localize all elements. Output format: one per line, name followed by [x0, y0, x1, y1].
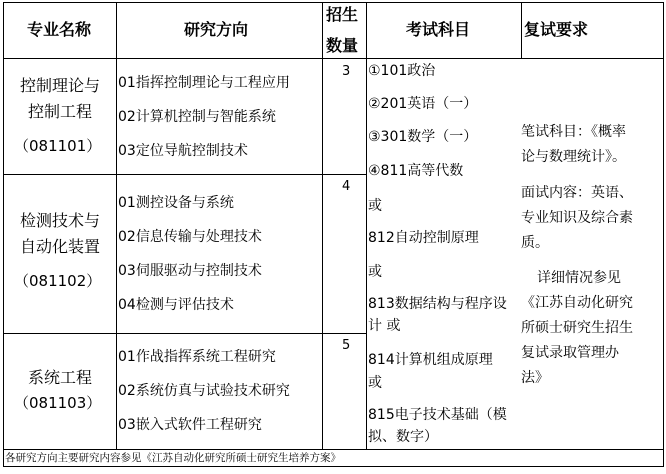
retest-line-3: 面试内容：英语、 [521, 185, 633, 201]
table-bottom-line [3, 449, 664, 450]
major-2-direction-2: 02信息传输与处理技术 [118, 229, 262, 245]
exam-line-8: 813数据结构与程序设 [368, 296, 507, 312]
table-border-left [3, 2, 4, 467]
major-1-direction-2: 02计算机控制与智能系统 [118, 109, 276, 125]
table-border-right [663, 2, 664, 467]
header-retest-requirements: 复试要求 [524, 20, 589, 39]
exam-line-10: 814计算机组成原理 [368, 352, 493, 368]
exam-line-7: 或 [368, 264, 382, 280]
major-2-code: （081102） [14, 272, 102, 290]
footer-note: 各研究方向主要研究内容参见《江苏自动化研究所硕士研究生培养方案》 [5, 452, 341, 464]
exam-line-4: ④811高等代数 [368, 163, 464, 179]
header-exam-subjects: 考试科目 [406, 20, 471, 39]
header-major-name: 专业名称 [27, 20, 92, 39]
exam-line-12: 815电子技术基础（模 [368, 407, 507, 423]
col-line-4 [521, 2, 522, 59]
major-3-direction-2: 02系统仿真与试验技术研究 [118, 383, 290, 399]
retest-line-1: 笔试科目：《概率 [521, 124, 626, 140]
major-2-direction-3: 03伺服驱动与控制技术 [118, 263, 262, 279]
major-3-code: （081103） [14, 394, 102, 412]
major-1-name-line2: 控制工程 [27, 102, 92, 121]
retest-line-6: 详细情况参见 [537, 270, 621, 286]
retest-line-9: 复试录取管理办 [521, 345, 619, 361]
exam-line-3: ③301数学（一） [368, 129, 478, 145]
major-1-direction-3: 03定位导航控制技术 [118, 143, 248, 159]
major-1-direction-1: 01指挥控制理论与工程应用 [118, 75, 290, 91]
col-line-3 [366, 2, 367, 450]
header-bottom-line [3, 58, 664, 59]
major-1-name-line1: 控制理论与 [19, 76, 100, 95]
major-2-name-line1: 检测技术与 [19, 211, 100, 230]
retest-line-2: 论与数理统计》。 [521, 149, 626, 165]
major-3-quota: 5 [342, 338, 351, 353]
header-quota-line2: 数量 [326, 36, 359, 55]
major-3-direction-1: 01作战指挥系统工程研究 [118, 349, 276, 365]
retest-line-7: 《江苏自动化研究 [521, 295, 633, 311]
major-2-direction-4: 04检测与评估技术 [118, 297, 234, 313]
header-quota-line1: 招生 [326, 5, 359, 24]
retest-line-10: 法》 [521, 370, 549, 386]
exam-line-5: 或 [368, 198, 382, 214]
col-line-1 [116, 2, 117, 450]
header-research-direction: 研究方向 [184, 20, 249, 39]
exam-line-11: 或 [368, 375, 382, 391]
row2-bottom-line [3, 333, 366, 334]
retest-line-8: 所硕士研究生招生 [521, 320, 633, 336]
retest-line-5: 质。 [521, 235, 549, 251]
exam-line-13: 拟、数字） [368, 429, 438, 445]
major-2-quota: 4 [342, 179, 351, 194]
major-2-name-line2: 自动化装置 [19, 237, 100, 256]
table-border-top [3, 2, 664, 3]
exam-line-6: 812自动控制原理 [368, 230, 479, 246]
exam-line-2: ②201英语（一） [368, 96, 478, 112]
major-3-direction-3: 03嵌入式软件工程研究 [118, 417, 262, 433]
col-line-2 [322, 2, 323, 450]
exam-line-1: ①101政治 [368, 63, 436, 79]
major-3-name: 系统工程 [27, 368, 92, 387]
retest-line-4: 专业知识及综合素 [521, 210, 633, 226]
major-1-code: （081101） [14, 137, 102, 155]
major-2-direction-1: 01测控设备与系统 [118, 195, 234, 211]
exam-line-9: 计 或 [368, 318, 401, 334]
major-1-quota: 3 [342, 64, 351, 79]
footer-bottom-line [3, 466, 664, 467]
row1-bottom-line [3, 174, 366, 175]
